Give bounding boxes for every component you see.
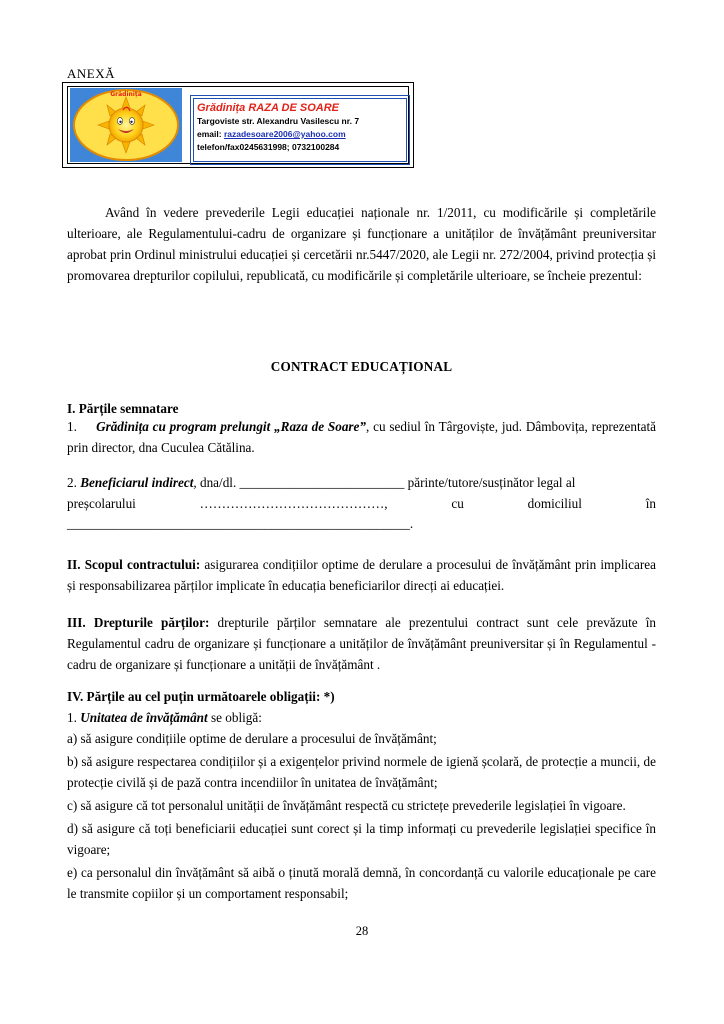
preschooler-blank: ……………………………………, bbox=[199, 496, 388, 511]
preschooler-label: preșcolarului bbox=[67, 496, 136, 511]
section-3-heading: III. Drepturile părților: bbox=[67, 615, 210, 630]
list-item: a) să asigure condițiile optime de derulare a procesului de învățământ; bbox=[67, 731, 437, 746]
sun-logo bbox=[70, 88, 182, 162]
domicile-label: domiciliul bbox=[527, 496, 582, 511]
party-1-number: 1. bbox=[67, 419, 77, 434]
list-item: d) să asigure că toți beneficiarii educației sunt corect și la timp informați cu prevederile legislației specifice în vigoare; bbox=[67, 821, 656, 857]
in-word: în bbox=[645, 496, 656, 511]
address-line: Targoviste str. Alexandru Vasilescu nr. 7 bbox=[197, 116, 360, 126]
letterhead bbox=[62, 82, 414, 168]
section-4-heading: IV. Părțile au cel puțin următoarele obligații: *) bbox=[67, 689, 335, 704]
section-2-paragraph bbox=[67, 554, 656, 596]
email-link[interactable]: razadesoare2006@yahoo.com bbox=[223, 129, 346, 139]
annex-label: ANEXĂ bbox=[67, 66, 115, 81]
section-3-text: drepturile părților semnatare ale prezentului contract sunt cele prevăzute în Regulamentul cadru de organizare și funcționare a unităților de învățământ preuniversitar și în Regulamentul -cadru de organizare și funcționare a unității de învățământ . bbox=[67, 615, 656, 672]
obligations-list bbox=[67, 728, 656, 906]
institution-label: Unitatea de învățământ bbox=[80, 710, 208, 725]
list-item: b) să asigure respectarea condițiilor și a exigențelor privind normele de igienă școlară, de protecție a muncii, de protecție civilă și de pază contra incendiilor în unitatea de învățământ; bbox=[67, 754, 656, 790]
section-2-text: asigurarea condițiilor optime de derulare a procesului de învățământ prin implicarea și responsabilizarea părților implicate în educația beneficiarilor direcți ai educației. bbox=[67, 557, 656, 593]
party-2-details: , dna/dl. _________________________ părinte/tutore/susținător legal al bbox=[193, 475, 576, 490]
section-4-block bbox=[67, 686, 656, 728]
section-4-sub-number: 1. bbox=[67, 710, 77, 725]
section-2-heading: II. Scopul contractului: bbox=[67, 557, 201, 572]
logo-lettering: Grădinița bbox=[110, 91, 142, 98]
section-3-paragraph bbox=[67, 612, 656, 675]
letterhead-frame bbox=[67, 86, 409, 164]
page-number: 28 bbox=[355, 924, 369, 938]
party-1-name: Grădinița cu program prelungit „Raza de Soare” bbox=[96, 419, 366, 434]
party-2-line-1 bbox=[67, 472, 656, 493]
party-2-number: 2. bbox=[67, 475, 77, 490]
intro-paragraph: Având în vedere prevederile Legii educației naționale nr. 1/2011, cu modificările și completările ulterioare, ale Regulamentului-cadru de organizare și funcționare a unităților de învățământ preuniversitar aprobat prin Ordinul ministrului educației și cercetării nr.5447/2020, ale Legii nr. 272/2004, privind protecția și promovarea drepturilor copilului, republicată, cu modificările și completările ulterioare, se încheie prezentul: bbox=[67, 205, 656, 283]
party-1-details: , cu sediul în Târgoviște, jud. Dâmbovița, reprezentată prin director, dna Cuculea Cătălina. bbox=[67, 419, 657, 455]
section-4-sub-rest: se obligă: bbox=[207, 710, 262, 725]
document-title: CONTRACT EDUCAȚIONAL bbox=[270, 359, 453, 374]
section-4-subheading bbox=[67, 707, 656, 728]
party-1-paragraph bbox=[67, 416, 656, 458]
with-word: cu bbox=[451, 496, 464, 511]
email-line bbox=[197, 128, 403, 141]
party-2-line-2 bbox=[67, 493, 656, 514]
domicile-blank: ____________________________________________________. bbox=[67, 516, 414, 531]
list-item: c) să asigure că tot personalul unității de învățământ respectă cu strictețe prevederile legislației în vigoare. bbox=[67, 798, 626, 813]
list-item: e) ca personalul din învățământ să aibă o ținută morală demnă, în concordanță cu valorile educaționale pe care le transmite copiilor și un comportament responsabil; bbox=[67, 865, 656, 901]
section-1-heading: I. Părțile semnatare bbox=[67, 401, 179, 416]
contact-box-inner bbox=[193, 98, 407, 162]
contact-box bbox=[190, 95, 410, 165]
email-label: email: bbox=[197, 129, 222, 139]
kindergarten-name: Grădinița RAZA DE SOARE bbox=[197, 102, 339, 114]
phone-line: telefon/fax0245631998; 0732100284 bbox=[197, 142, 340, 152]
party-2-name: Beneficiarul indirect bbox=[80, 475, 194, 490]
